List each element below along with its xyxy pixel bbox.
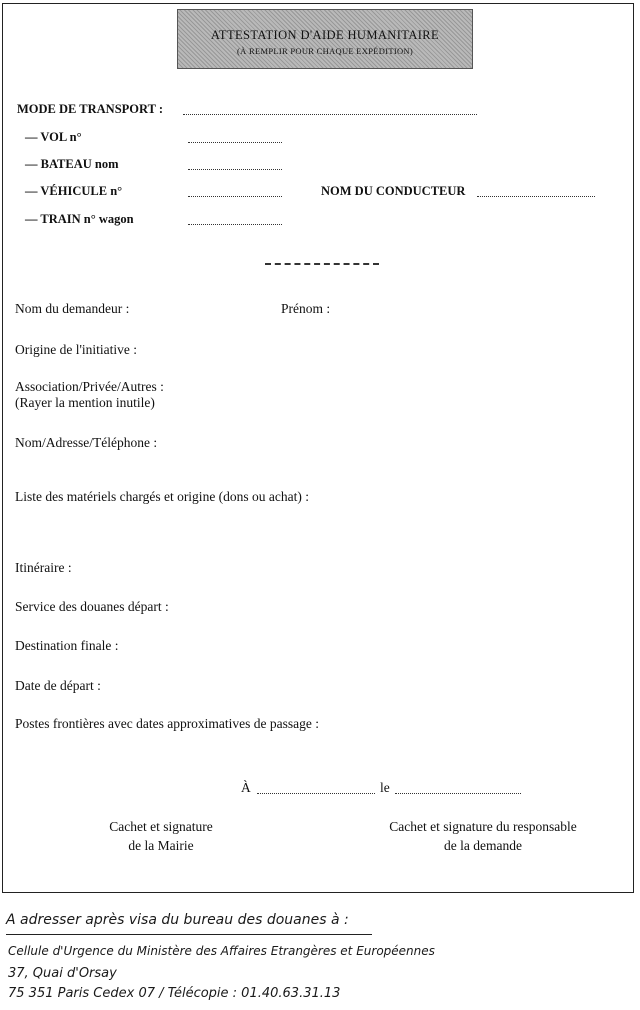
- vol-label: — VOL n°: [25, 130, 82, 144]
- vol-field[interactable]: [188, 142, 282, 143]
- itineraire-label: Itinéraire :: [15, 560, 72, 575]
- vehicule-label: — VÉHICULE n°: [25, 184, 123, 198]
- form-subtitle: (À REMPLIR POUR CHAQUE EXPÉDITION): [237, 46, 413, 56]
- handwritten-cellule: Cellule d'Urgence du Ministère des Affaires Etrangères et Européennes: [8, 944, 435, 958]
- mode-transport-label: MODE DE TRANSPORT :: [17, 102, 163, 116]
- title-box: [177, 9, 473, 69]
- association-label: Association/Privée/Autres :: [15, 379, 164, 394]
- nom-adresse-label: Nom/Adresse/Téléphone :: [15, 435, 158, 450]
- destination-label: Destination finale :: [15, 638, 119, 653]
- bateau-field[interactable]: [188, 169, 282, 170]
- handwritten-underline: [6, 934, 372, 935]
- nom-demandeur-label: Nom du demandeur :: [15, 301, 130, 316]
- mairie-signature-line2: de la Mairie: [128, 838, 194, 853]
- responsable-signature-line1: Cachet et signature du responsable: [389, 819, 577, 834]
- a-label: À: [241, 780, 251, 795]
- conducteur-label: NOM DU CONDUCTEUR: [321, 184, 466, 198]
- handwritten-paris-telecopie: 75 351 Paris Cedex 07 / Télécopie : 01.40.63.31.13: [8, 986, 341, 1001]
- rayer-label: (Rayer la mention inutile): [15, 395, 155, 410]
- place-field[interactable]: [257, 793, 375, 794]
- date-field[interactable]: [395, 793, 521, 794]
- train-label: — TRAIN n° wagon: [25, 212, 134, 226]
- mode-transport-field[interactable]: [183, 114, 477, 115]
- bateau-label: — BATEAU nom: [25, 157, 119, 171]
- origine-label: Origine de l'initiative :: [15, 342, 138, 357]
- form-title: ATTESTATION D'AIDE HUMANITAIRE: [210, 28, 440, 42]
- form-frame: [2, 3, 634, 893]
- prenom-label: Prénom :: [281, 301, 331, 316]
- train-field[interactable]: [188, 224, 282, 225]
- handwritten-address-header: A adresser après visa du bureau des douanes à :: [6, 912, 349, 928]
- conducteur-field[interactable]: [477, 196, 595, 197]
- section-separator: [265, 263, 379, 265]
- service-douanes-label: Service des douanes départ :: [15, 599, 169, 614]
- handwritten-quai: 37, Quai d'Orsay: [8, 966, 117, 981]
- mairie-signature-line1: Cachet et signature: [109, 819, 213, 834]
- vehicule-field[interactable]: [188, 196, 282, 197]
- date-depart-label: Date de départ :: [15, 678, 101, 693]
- postes-frontieres-label: Postes frontières avec dates approximatives de passage :: [15, 716, 320, 731]
- liste-materiels-label: Liste des matériels chargés et origine (dons ou achat) :: [15, 489, 310, 504]
- responsable-signature-line2: de la demande: [444, 838, 522, 853]
- le-label: le: [380, 780, 390, 795]
